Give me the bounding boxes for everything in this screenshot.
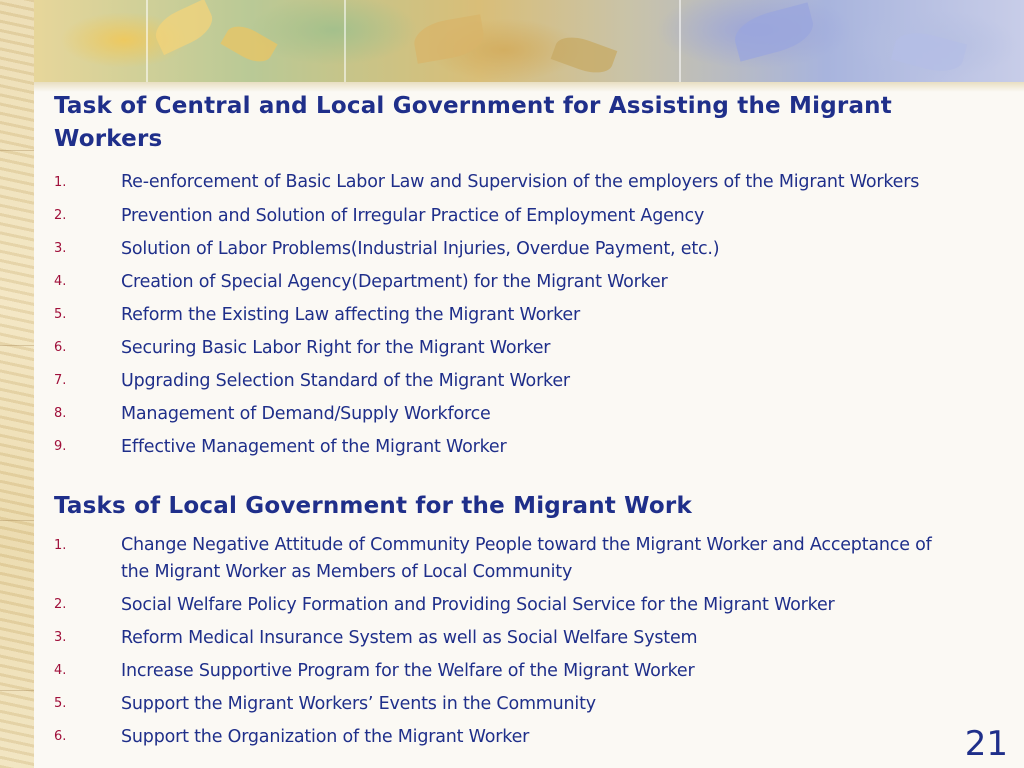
item-number: 8. bbox=[54, 406, 67, 421]
item-number: 3. bbox=[54, 630, 67, 645]
item-number: 2. bbox=[54, 208, 67, 223]
item-text: Change Negative Attitude of Community People toward the Migrant Worker and Acceptance of the Migrant Worker as Members of Local Community bbox=[121, 535, 932, 582]
list-item bbox=[54, 235, 954, 263]
item-text: Prevention and Solution of Irregular Practice of Employment Agency bbox=[121, 206, 705, 226]
item-text: Securing Basic Labor Right for the Migrant Worker bbox=[121, 338, 551, 358]
top-decorative-banner bbox=[34, 0, 1024, 82]
list-item bbox=[54, 202, 954, 230]
page-number: 21 bbox=[964, 724, 1008, 764]
item-text: Effective Management of the Migrant Worker bbox=[121, 437, 507, 457]
item-number: 2. bbox=[54, 597, 67, 612]
section-subtitle: Tasks of Local Government for the Migrant Work bbox=[54, 493, 692, 519]
item-number: 3. bbox=[54, 241, 67, 256]
list-item bbox=[54, 169, 954, 197]
list-item bbox=[54, 723, 954, 751]
list-item bbox=[54, 591, 954, 619]
item-text: Support the Migrant Workers’ Events in the Community bbox=[121, 694, 596, 714]
item-number: 9. bbox=[54, 439, 67, 454]
local-tasks-list bbox=[54, 532, 954, 756]
central-tasks-list bbox=[54, 169, 954, 466]
list-item bbox=[54, 301, 954, 329]
item-number: 6. bbox=[54, 340, 67, 355]
list-item bbox=[54, 532, 954, 586]
item-text: Management of Demand/Supply Workforce bbox=[121, 404, 491, 424]
item-number: 6. bbox=[54, 729, 67, 744]
list-item bbox=[54, 657, 954, 685]
item-number: 5. bbox=[54, 696, 67, 711]
item-number: 7. bbox=[54, 373, 67, 388]
list-item bbox=[54, 624, 954, 652]
item-text: Reform the Existing Law affecting the Migrant Worker bbox=[121, 305, 580, 325]
item-text: Social Welfare Policy Formation and Providing Social Service for the Migrant Worker bbox=[121, 595, 835, 615]
left-decorative-strip bbox=[0, 0, 34, 768]
item-number: 1. bbox=[54, 175, 67, 190]
list-item bbox=[54, 690, 954, 718]
list-item bbox=[54, 433, 954, 461]
item-text: Re-enforcement of Basic Labor Law and Supervision of the employers of the Migrant Workers bbox=[121, 172, 920, 192]
item-number: 1. bbox=[54, 538, 67, 553]
item-text: Upgrading Selection Standard of the Migrant Worker bbox=[121, 371, 570, 391]
list-item bbox=[54, 268, 954, 296]
item-text: Solution of Labor Problems(Industrial Injuries, Overdue Payment, etc.) bbox=[121, 239, 720, 259]
list-item bbox=[54, 400, 954, 428]
item-text: Support the Organization of the Migrant Worker bbox=[121, 727, 530, 747]
item-number: 4. bbox=[54, 663, 67, 678]
item-number: 4. bbox=[54, 274, 67, 289]
item-text: Increase Supportive Program for the Welfare of the Migrant Worker bbox=[121, 661, 695, 681]
list-item bbox=[54, 334, 954, 362]
item-text: Reform Medical Insurance System as well as Social Welfare System bbox=[121, 628, 698, 648]
list-item bbox=[54, 367, 954, 395]
slide-title: Task of Central and Local Government for Assisting the Migrant Workers bbox=[54, 93, 892, 152]
item-number: 5. bbox=[54, 307, 67, 322]
item-text: Creation of Special Agency(Department) for the Migrant Worker bbox=[121, 272, 668, 292]
